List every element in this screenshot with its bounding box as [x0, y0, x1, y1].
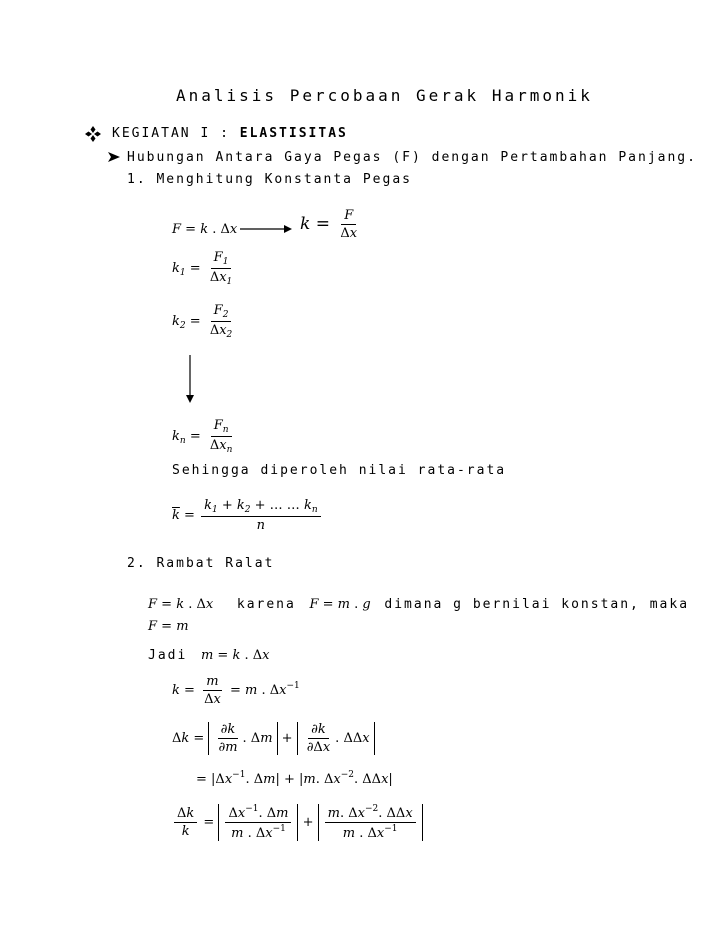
average-caption: Sehingga diperoleh nilai rata-rata — [172, 463, 507, 478]
equation-hooke: F = k . Δx — [172, 222, 238, 237]
equation-k2: $k_2$ = $\frac{F_2}{\Delta x_2}$ — [172, 303, 233, 340]
equation-k-definition: k = $\frac{F}{\Delta x}$ — [300, 208, 358, 241]
right-arrow-icon — [240, 220, 292, 239]
section-name: ELASTISITAS — [239, 126, 348, 141]
equation-relative-error: $\frac{\Delta k}{k}$ = $\frac{\Delta x^{-1}. \Delta m}{m . \Delta x^{-1}}$ + $\frac{m. \Delta x^{-2}. \Delta\Delta x}{m . \Delta x^{-1}}$ — [172, 804, 423, 841]
equation-k-m-dx: k = $\frac{m}{\Delta x}$ = m . $\Delta x^{-1}$ — [172, 674, 300, 707]
rambat-line1: F = k . Δx karena F = m . g dimana g bernilai konstan, maka — [148, 597, 690, 612]
section-prefix: KEGIATAN I : — [112, 126, 240, 141]
equation-k-average: $\overline{k}$ = $\frac{k_1 + k_2 + \dots \dots k_n}{n}$ — [172, 498, 323, 533]
equation-delta-k-expanded: = $|\Delta x^{-1}$. Δm| + |m. $\Delta x^{-2}$. ΔΔx| — [196, 770, 393, 787]
rambat-dimana: dimana g bernilai konstan, maka — [384, 597, 690, 612]
section-heading — [112, 126, 348, 141]
page-title: Analisis Percobaan Gerak Harmonik — [176, 86, 593, 105]
down-arrow-icon — [184, 355, 196, 407]
equation-k1: $k_1$ = $\frac{F_1}{\Delta x_1}$ — [172, 250, 233, 287]
diamond-bullet-icon — [84, 125, 102, 147]
rambat-jadi-line: Jadi m = k . Δx — [148, 648, 270, 663]
item2-label: 2. Rambat Ralat — [127, 556, 275, 571]
rambat-karena: karena — [236, 597, 296, 612]
equation-f-equals-m: F = m — [148, 619, 189, 634]
equation-delta-k: Δk = $\frac{\partial k}{\partial m}$ . Δm + $\frac{\partial k}{\partial\Delta x}$ . ΔΔx — [172, 722, 375, 755]
equation-kn: $k_n$ = $\frac{F_n}{\Delta x_n}$ — [172, 418, 233, 455]
item1-label: 1. Menghitung Konstanta Pegas — [127, 172, 412, 187]
subsection-heading: Hubungan Antara Gaya Pegas (F) dengan Pertambahan Panjang. — [127, 150, 697, 165]
rambat-jadi: Jadi — [148, 648, 188, 663]
arrow-bullet-icon — [107, 150, 121, 168]
